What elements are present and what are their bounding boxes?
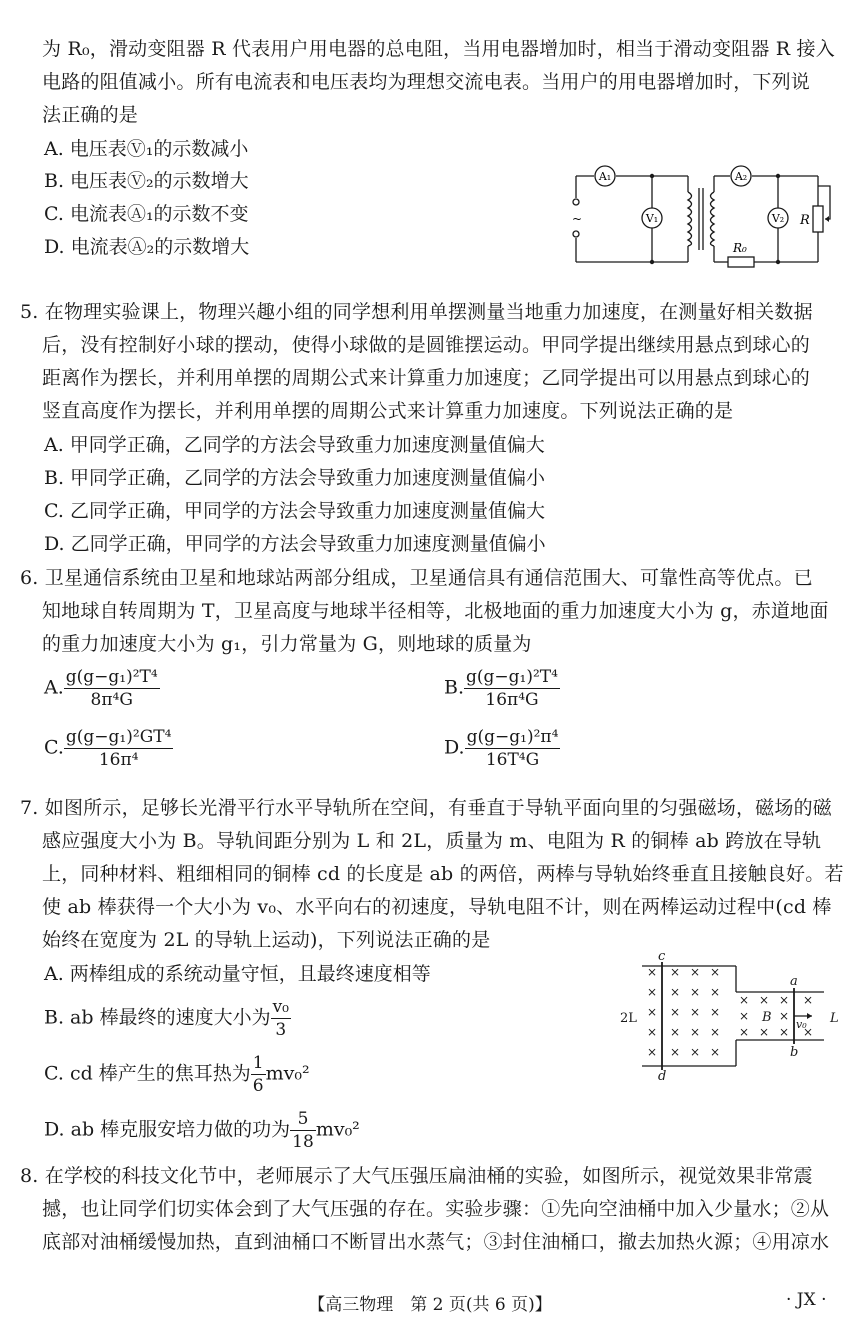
svg-text:×: × (709, 1045, 721, 1059)
width-label-2l: 2L (620, 1011, 637, 1026)
q7-line-5: 始终在宽度为 2L 的导轨上运动)，下列说法正确的是 (42, 929, 491, 951)
q7-rails-figure (612, 952, 852, 1082)
svg-text:×: × (709, 1005, 721, 1019)
q6-line-2: 知地球自转周期为 T，卫星高度与地球半径相等，北极地面的重力加速度大小为 g，赤道地面 (42, 600, 829, 622)
q6-option-a-label: A. (44, 676, 64, 699)
q5-option-b: B. 甲同学正确，乙同学的方法会导致重力加速度测量值偏小 (44, 467, 546, 489)
svg-text:×: × (669, 1045, 681, 1059)
q7-option-d-text: D. ab 棒克服安培力做的功为 (44, 1118, 291, 1141)
q7-line-2: 感应强度大小为 B。导轨间距分别为 L 和 2L，质量为 m、电阻为 R 的铜棒 ab 跨放在导轨 (42, 830, 822, 852)
q6-line-1: 6. 卫星通信系统由卫星和地球站两部分组成，卫星通信具有通信范围大、可靠性高等优点。已 (20, 567, 813, 589)
q7-option-c (44, 1052, 310, 1097)
q7-option-d-numerator: 5 (290, 1108, 316, 1131)
svg-text:×: × (778, 1025, 790, 1039)
rheostat-r-label: R (800, 213, 810, 228)
q5-option-c: C. 乙同学正确，甲同学的方法会导致重力加速度测量值偏大 (44, 500, 545, 522)
voltmeter-v1-label: V₁ (645, 212, 659, 225)
q5-option-a: A. 甲同学正确，乙同学的方法会导致重力加速度测量值偏大 (44, 434, 545, 456)
svg-text:×: × (778, 1009, 790, 1023)
svg-text:×: × (689, 965, 701, 979)
q5-line-2: 后，没有控制好小球的摆动，使得小球做的是圆锥摆运动。甲同学提出继续用悬点到球心的 (42, 334, 811, 356)
svg-text:×: × (758, 993, 770, 1007)
q6-option-d-numerator: g(g−g₁)²π⁴ (466, 727, 559, 747)
q6-line-3: 的重力加速度大小为 g₁，引力常量为 G，则地球的质量为 (42, 633, 532, 655)
svg-text:×: × (709, 985, 721, 999)
q6-option-c-label: C. (44, 736, 64, 759)
svg-text:×: × (689, 1025, 701, 1039)
resistor-r0-label: R₀ (733, 241, 747, 255)
q4-line-1: 为 R₀，滑动变阻器 R 代表用户用电器的总电阻，当用电器增加时，相当于滑动变阻器 R 接入 (42, 38, 835, 60)
svg-text:×: × (689, 1045, 701, 1059)
q4-option-b: B. 电压表Ⓥ₂的示数增大 (44, 170, 249, 192)
q7-option-b-text: B. ab 棒最终的速度大小为 (44, 1006, 271, 1029)
q4-option-a: A. 电压表Ⓥ₁的示数减小 (44, 138, 249, 160)
q8-line-2: 撼，也让同学们切实体会到了大气压强的存在。实验步骤：①先向空油桶中加入少量水；②从 (42, 1198, 830, 1220)
q7-line-3: 上，同种材料、粗细相同的铜棒 cd 的长度是 ab 的两倍，两棒与导轨始终垂直且接触良好。若 (42, 863, 844, 885)
q5-option-d: D. 乙同学正确，甲同学的方法会导致重力加速度测量值偏小 (44, 533, 546, 555)
svg-text:×: × (778, 993, 790, 1007)
svg-text:×: × (738, 993, 750, 1007)
q5-line-1: 5. 在物理实验课上，物理兴趣小组的同学想利用单摆测量当地重力加速度，在测量好相关数据 (20, 301, 813, 323)
q7-option-d (44, 1108, 360, 1153)
svg-text:×: × (646, 965, 658, 979)
q7-line-1: 7. 如图所示，足够长光滑平行水平导轨所在空间，有垂直于导轨平面向里的匀强磁场，磁场的磁 (20, 797, 832, 819)
svg-text:×: × (738, 1009, 750, 1023)
q6-option-d (444, 726, 560, 771)
q6-option-a-denominator: 8π⁴G (90, 690, 133, 710)
svg-text:×: × (689, 1005, 701, 1019)
q4-line-2: 电路的阻值减小。所有电流表和电压表均为理想交流电表。当用户的用电器增加时，下列说 (42, 71, 811, 93)
q6-option-c (44, 726, 173, 771)
q7-option-c-denominator: 6 (252, 1076, 264, 1096)
q7-option-c-text: C. cd 棒产生的焦耳热为 (44, 1062, 251, 1085)
svg-text:×: × (689, 985, 701, 999)
width-label-l: L (830, 1011, 839, 1026)
velocity-label-v0: v₀ (796, 1018, 807, 1031)
svg-text:×: × (709, 965, 721, 979)
svg-text:×: × (709, 1025, 721, 1039)
rail-label-c: c (658, 952, 666, 964)
svg-text:×: × (646, 985, 658, 999)
ammeter-a1-label: A₁ (598, 170, 612, 183)
q6-option-d-denominator: 16T⁴G (485, 750, 540, 770)
svg-text:×: × (669, 965, 681, 979)
q8-line-1: 8. 在学校的科技文化节中，老师展示了大气压强压扁油桶的实验，如图所示，视觉效果非常震 (20, 1165, 813, 1187)
svg-text:×: × (802, 1025, 814, 1039)
q5-line-4: 竖直高度作为摆长，并利用单摆的周期公式来计算重力加速度。下列说法正确的是 (42, 400, 734, 422)
q4-option-c: C. 电流表Ⓐ₁的示数不变 (44, 203, 249, 225)
q7-option-d-denominator: 18 (292, 1132, 314, 1152)
q4-transformer-circuit (568, 162, 838, 272)
voltmeter-v2-label: V₂ (771, 212, 785, 225)
q6-option-a-numerator: g(g−g₁)²T⁴ (65, 667, 158, 687)
q6-option-b-denominator: 16π⁴G (485, 690, 539, 710)
q4-option-d: D. 电流表Ⓐ₂的示数增大 (44, 236, 250, 258)
q7-line-4: 使 ab 棒获得一个大小为 v₀、水平向右的初速度，导轨电阻不计，则在两棒运动过程中(cd 棒 (42, 896, 832, 918)
q7-option-b-denominator: 3 (275, 1020, 287, 1040)
footer-page-info: 【高三物理 第 2 页(共 6 页)】 (308, 1295, 552, 1315)
q5-line-3: 距离作为摆长，并利用单摆的周期公式来计算重力加速度；乙同学提出可以用悬点到球心的 (42, 367, 811, 389)
svg-text:×: × (669, 1005, 681, 1019)
ammeter-a2-label: A₂ (734, 170, 748, 183)
q7-option-c-numerator: 1 (252, 1053, 264, 1073)
q7-option-d-unit: mv₀² (315, 1118, 360, 1141)
q7-option-c-unit: mv₀² (265, 1062, 310, 1085)
rail-label-d: d (658, 1069, 667, 1082)
svg-text:×: × (758, 1025, 770, 1039)
q6-option-a (44, 666, 160, 711)
ac-source-symbol: ~ (572, 212, 583, 226)
svg-text:×: × (646, 1005, 658, 1019)
svg-text:×: × (802, 993, 814, 1007)
svg-text:×: × (646, 1045, 658, 1059)
svg-text:×: × (738, 1025, 750, 1039)
q7-option-a: A. 两棒组成的系统动量守恒，且最终速度相等 (44, 963, 431, 985)
svg-text:×: × (669, 1025, 681, 1039)
q6-option-d-label: D. (444, 736, 465, 759)
q6-option-b-numerator: g(g−g₁)²T⁴ (466, 667, 558, 687)
svg-text:×: × (669, 985, 681, 999)
q6-option-b-label: B. (444, 676, 465, 699)
q6-option-c-denominator: 16π⁴ (98, 750, 139, 770)
svg-text:×: × (646, 1025, 658, 1039)
q8-line-3: 底部对油桶缓慢加热，直到油桶口不断冒出水蒸气；③封住油桶口，撤去加热火源；④用凉水 (42, 1231, 830, 1253)
footer-code: · JX · (786, 1290, 827, 1310)
field-label-b: B (762, 1010, 772, 1025)
q4-line-3: 法正确的是 (42, 104, 139, 126)
rail-label-a: a (790, 974, 798, 989)
q6-option-b (444, 666, 560, 711)
q7-option-b (44, 996, 291, 1041)
q7-option-b-numerator: v₀ (272, 997, 289, 1017)
q6-option-c-numerator: g(g−g₁)²GT⁴ (65, 727, 172, 747)
rail-label-b: b (790, 1045, 799, 1060)
